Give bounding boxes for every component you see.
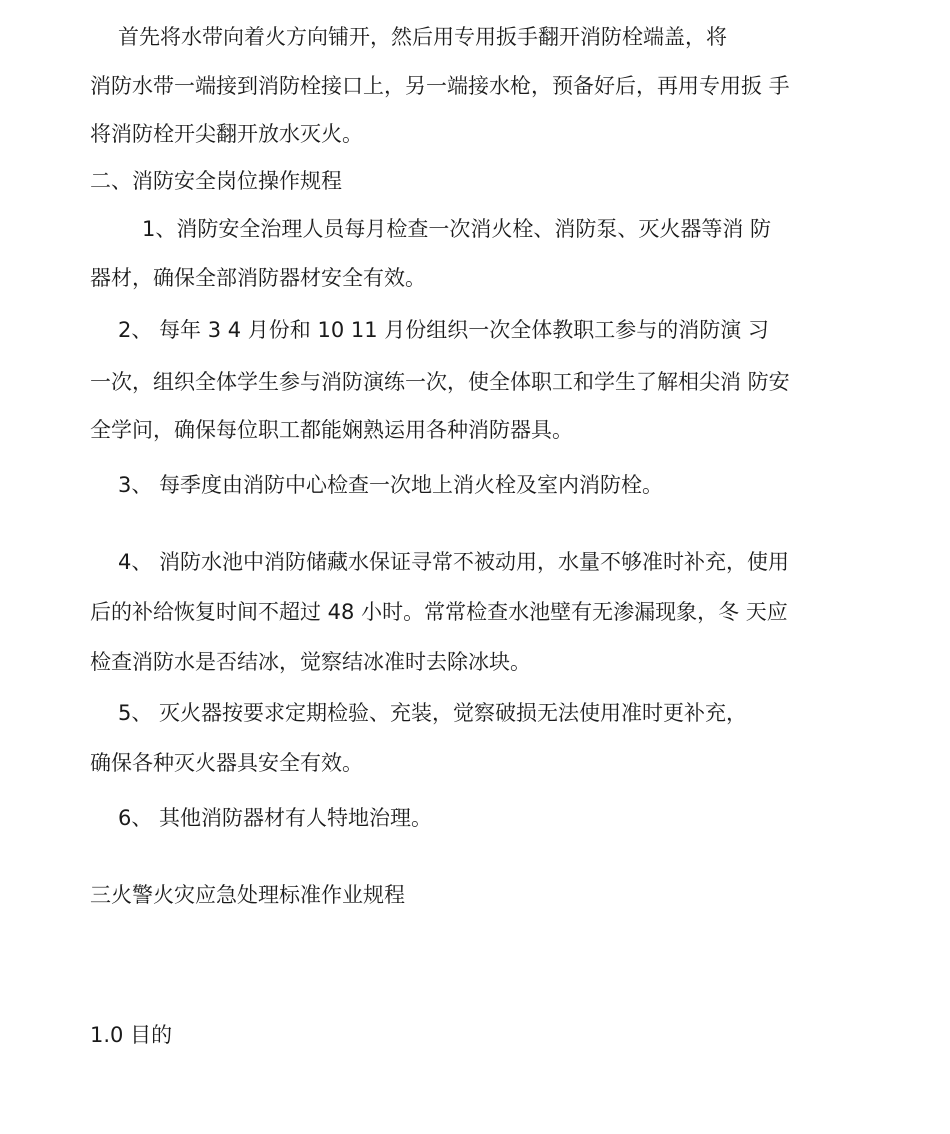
section-heading: 三火警火灾应急处理标准作业规程 <box>90 883 405 907</box>
paragraph-line: 5、 灭火器按要求定期检验、充装，觉察破损无法使用准时更补充， <box>118 701 748 725</box>
paragraph-line: 全学问，确保每位职工都能娴熟运用各种消防器具。 <box>90 418 573 442</box>
paragraph-line: 检查消防水是否结冰，觉察结冰准时去除冰块。 <box>90 650 531 674</box>
paragraph-line: 首先将水带向着火方向铺开，然后用专用扳手翻开消防栓端盖，将 <box>118 25 727 49</box>
paragraph-line: 3、 每季度由消防中心检查一次地上消火栓及室内消防栓。 <box>118 473 664 497</box>
paragraph-line: 消防水带一端接到消防栓接口上，另一端接水枪，预备好后，再用专用扳 手 <box>90 74 790 98</box>
paragraph-line: 器材，确保全部消防器材安全有效。 <box>90 266 426 290</box>
paragraph-line: 一次，组织全体学生参与消防演练一次，使全体职工和学生了解相尖消 防安 <box>90 370 790 394</box>
paragraph-line: 将消防栓开尖翻开放水灭火。 <box>90 122 363 146</box>
paragraph-line: 6、 其他消防器材有人特地治理。 <box>118 806 433 830</box>
paragraph-line: 4、 消防水池中消防储藏水保证寻常不被动用，水量不够准时补充，使用 <box>118 550 790 574</box>
paragraph-line: 1、消防安全治理人员每月检查一次消火栓、消防泵、灭火器等消 防 <box>142 217 772 241</box>
paragraph-line: 确保各种灭火器具安全有效。 <box>90 751 363 775</box>
paragraph-line: 2、 每年 3 4 月份和 10 11 月份组织一次全体教职工参与的消防演 习 <box>118 318 769 342</box>
paragraph-line: 后的补给恢复时间不超过 48 小时。常常检查水池壁有无渗漏现象，冬 天应 <box>90 600 788 624</box>
section-heading: 二、消防安全岗位操作规程 <box>90 169 342 193</box>
subsection-heading: 1.0 目的 <box>90 1023 173 1047</box>
